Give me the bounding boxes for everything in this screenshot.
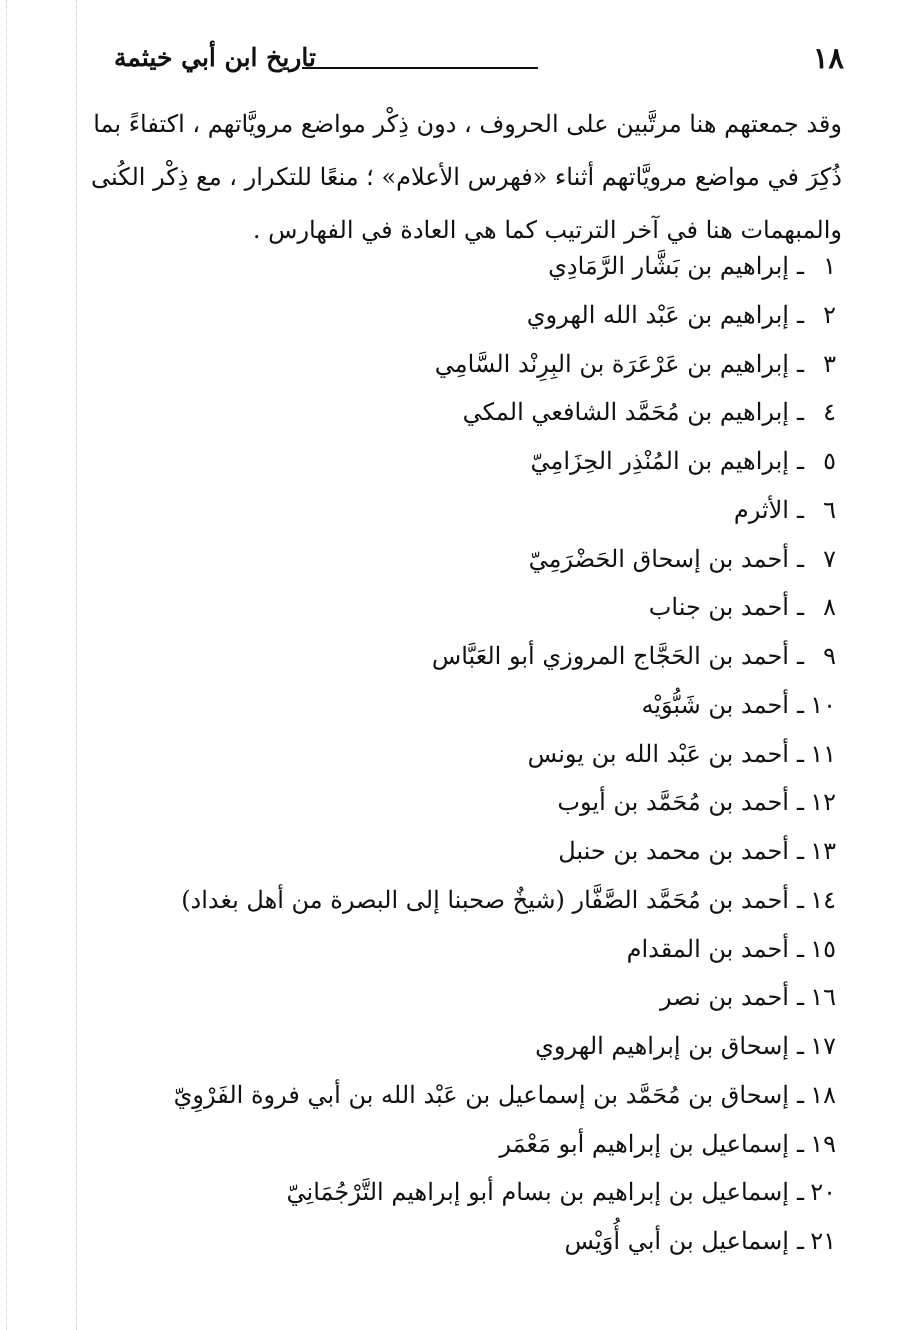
entry-name: أحمد بن جناب [648, 593, 789, 622]
intro-line: والمبهمات هنا في آخر الترتيب كما هي العادة في الفهارس . [252, 216, 842, 244]
entry-number: ٢٠ [810, 1178, 836, 1207]
entry-separator: ـ [796, 885, 804, 914]
list-item [116, 636, 836, 685]
entry-separator: ـ [796, 593, 804, 622]
entry-name: أحمد بن عَبْد الله بن يونس [527, 739, 789, 768]
entry-name: إسحاق بن مُحَمَّد بن إسماعيل بن عَبْد الله بن أبي فروة الفَرْوِيّ [173, 1080, 789, 1109]
entry-separator: ـ [796, 642, 804, 670]
entry-number: ١٤ [810, 885, 836, 914]
entry-name: إبراهيم بن بَشَّار الرَّمَادِي [548, 252, 789, 280]
list-item [116, 929, 836, 978]
list-item [116, 1221, 836, 1270]
entry-separator: ـ [796, 788, 804, 817]
entry-number: ٨ [823, 593, 836, 622]
entry-number: ٢١ [810, 1227, 836, 1255]
entry-name: الأثرم [733, 495, 789, 524]
entry-separator: ـ [796, 252, 804, 280]
entry-number: ١٢ [810, 788, 836, 817]
list-item [116, 344, 836, 393]
narrator-list [116, 246, 836, 1270]
entry-separator: ـ [796, 934, 804, 963]
list-item [116, 734, 836, 783]
entry-number: ١ [823, 252, 836, 280]
entry-name: أحمد بن محمد بن حنبل [558, 837, 789, 865]
running-title: تاريخ ابن أبي خيثمة [114, 43, 316, 72]
entry-separator: ـ [796, 690, 804, 719]
list-item [116, 295, 836, 344]
entry-number: ١٧ [810, 1032, 836, 1060]
entry-name: إبراهيم بن عَبْد الله الهروي [526, 300, 789, 329]
entry-name: إبراهيم بن المُنْذِر الحِزَامِيّ [530, 447, 789, 475]
entry-number: ١٥ [810, 934, 836, 963]
entry-separator: ـ [796, 983, 804, 1012]
header-rule [302, 67, 538, 69]
entry-separator: ـ [796, 544, 804, 573]
intro-line: ذُكِرَ في مواضع مرويَّاتهم أثناء «فهرس الأعلام» ؛ منعًا للتكرار ، مع ذِكْر الكُنى [90, 163, 842, 191]
page-number: ١٨ [812, 41, 844, 75]
intro-line: وقد جمعتهم هنا مرتَّبين على الحروف ، دون ذِكْر مواضع مرويَّاتهم ، اكتفاءً بما [93, 110, 842, 138]
entry-number: ٣ [823, 349, 836, 378]
entry-name: أحمد بن الحَجَّاج المروزي أبو العَبَّاس [431, 642, 789, 670]
entry-number: ١١ [810, 739, 836, 768]
entry-separator: ـ [796, 1227, 804, 1255]
entry-number: ٤ [823, 398, 836, 427]
entry-number: ٦ [823, 495, 836, 524]
entry-number: ١٠ [810, 690, 836, 719]
list-item [116, 782, 836, 831]
entry-number: ٩ [823, 642, 836, 670]
entry-name: أحمد بن مُحَمَّد الصَّفَّار (شيخٌ صحبنا إلى البصرة من أهل بغداد) [181, 885, 789, 914]
entry-name: إبراهيم بن عَرْعَرَة بن البِرِنْد السَّامِي [434, 349, 789, 378]
list-item [116, 977, 836, 1026]
entry-name: إسماعيل بن إبراهيم أبو مَعْمَر [499, 1129, 789, 1158]
entry-number: ١٦ [810, 983, 836, 1012]
entry-number: ١٣ [810, 837, 836, 865]
entry-separator: ـ [796, 837, 804, 865]
list-item [116, 880, 836, 929]
entry-number: ٥ [823, 447, 836, 475]
entry-number: ١٨ [810, 1080, 836, 1109]
page-header [114, 38, 844, 82]
list-item [116, 831, 836, 880]
entry-number: ٢ [823, 300, 836, 329]
entry-separator: ـ [796, 1032, 804, 1060]
list-item [116, 490, 836, 539]
entry-separator: ـ [796, 1178, 804, 1207]
entry-name: أحمد بن شَبُّوَيْه [641, 690, 789, 719]
entry-separator: ـ [796, 739, 804, 768]
entry-separator: ـ [796, 398, 804, 427]
list-item [116, 392, 836, 441]
entry-number: ١٩ [810, 1129, 836, 1158]
intro-paragraph [90, 98, 842, 257]
entry-separator: ـ [796, 447, 804, 475]
entry-separator: ـ [796, 1129, 804, 1158]
entry-name: أحمد بن مُحَمَّد بن أيوب [557, 788, 789, 817]
list-item [116, 1124, 836, 1173]
entry-separator: ـ [796, 300, 804, 329]
entry-name: أحمد بن نصر [660, 983, 789, 1012]
entry-name: إسماعيل بن أبي أُوَيْس [564, 1227, 789, 1255]
list-item [116, 441, 836, 490]
list-item [116, 1026, 836, 1075]
list-item [116, 1075, 836, 1124]
entry-separator: ـ [796, 349, 804, 378]
entry-name: أحمد بن إسحاق الحَضْرَمِيّ [528, 544, 789, 573]
entry-name: إسحاق بن إبراهيم الهروي [535, 1032, 789, 1060]
entry-separator: ـ [796, 1080, 804, 1109]
entry-name: إبراهيم بن مُحَمَّد الشافعي المكي [462, 398, 789, 427]
list-item [116, 539, 836, 588]
entry-name: أحمد بن المقدام [626, 934, 789, 963]
list-item [116, 587, 836, 636]
entry-separator: ـ [796, 495, 804, 524]
entry-number: ٧ [823, 544, 836, 573]
entry-name: إسماعيل بن إبراهيم بن بسام أبو إبراهيم التَّرْجُمَانِيّ [286, 1178, 789, 1207]
list-item [116, 1172, 836, 1221]
list-item [116, 246, 836, 295]
list-item [116, 685, 836, 734]
